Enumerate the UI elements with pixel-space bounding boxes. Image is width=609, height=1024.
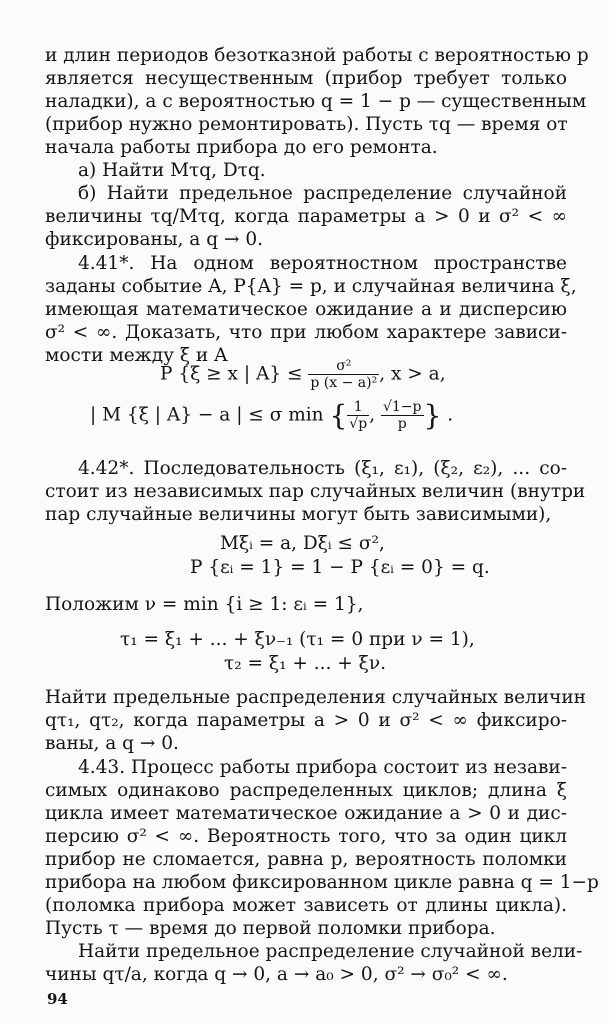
text-line: qτ₁, qτ₂, когда параметры a > 0 и σ² < ∞ фиксиро- (45, 710, 567, 731)
text-line: (прибор нужно ремонтировать). Пусть τq — время от (45, 114, 568, 135)
problem-4-41-heading: 4.41*. На одном вероятностном пространстве (78, 253, 567, 274)
text-line: прибора на любом фиксированном цикле равна q = 1−p (45, 872, 599, 893)
text-line: прибор не сломается, равна p, вероятность поломки (45, 849, 567, 870)
formula-conditional-probability-bound: P {ξ ≥ x | A} ≤ $\frac{\text{σ²}}{\text{p (x − a)²}}$ , x > a, (160, 358, 446, 391)
text-line: заданы событие A, P{A} = p, и случайная величина ξ, (45, 276, 577, 297)
text-line: ваны, а q → 0. (45, 733, 179, 754)
problem-4-43-heading: 4.43. Процесс работы прибора состоит из незави- (78, 757, 567, 778)
text-line: наладки), а с вероятностью q = 1 − p — существенным (45, 91, 587, 112)
text-line: стоит из независимых пар случайных величин (внутри (45, 481, 586, 502)
text-line: фиксированы, а q → 0. (45, 229, 263, 250)
problem-4-42-heading: 4.42*. Последовательность (ξ₁, ε₁), (ξ₂, ε₂), ... со- (78, 458, 567, 479)
formula-conditional-expectation-bound: | M {ξ | A} − a | ≤ σ min { $\frac{1}{√p}$ , $\frac{√1-p}{p}$ } . (90, 399, 454, 432)
formula-tau-2: τ₂ = ξ₁ + ... + ξν. (224, 653, 387, 674)
text-line: Найти предельные распределения случайных величин (45, 687, 587, 708)
text-line: персию σ² < ∞. Вероятность того, что за один цикл (45, 826, 567, 847)
fraction: $\frac{\text{σ²}}{\text{p (x − a)²}}$ (310, 358, 378, 391)
formula-tau-1: τ₁ = ξ₁ + ... + ξν₋₁ (τ₁ = 0 при ν = 1), (120, 629, 475, 650)
text-line: мости между ξ и A (45, 345, 228, 366)
formula-probability-epsilon: P {εᵢ = 1} = 1 − P {εᵢ = 0} = q. (190, 557, 490, 578)
fraction: $\frac{√1-p}{p}$ (382, 399, 422, 432)
text-line: имеющая математическое ожидание a и дисперсию (45, 299, 567, 320)
text-line: величины τq/Mτq, когда параметры a > 0 и σ² < ∞ (45, 206, 567, 227)
text-line: начала работы прибора до его ремонта. (45, 137, 438, 158)
text-line: Найти предельное распределение случайной вели- (78, 941, 583, 962)
text-line: б) Найти предельное распределение случайной (78, 183, 567, 204)
text-line: σ² < ∞. Доказать, что при любом характере зависи- (45, 322, 567, 343)
text-line: и длин периодов безотказной работы с вероятностью p (45, 45, 589, 66)
formula-moments: Mξᵢ = a, Dξᵢ ≤ σ², (220, 533, 385, 554)
fraction: $\frac{1}{√p}$ (349, 399, 368, 432)
text-line: симых одинаково распределенных циклов; длина ξ (45, 780, 567, 801)
page-number: 94 (47, 990, 68, 1008)
text-line: (поломка прибора может зависеть от длины цикла). (45, 895, 567, 916)
text-line: чины qτ/a, когда q → 0, a → a₀ > 0, σ² → σ₀² < ∞. (45, 964, 508, 985)
text-line: Пусть τ — время до первой поломки прибора. (45, 918, 496, 939)
text-line: является несущественным (прибор требует только (45, 68, 567, 89)
text-line: а) Найти Mτq, Dτq. (78, 160, 266, 181)
text-line: пар случайные величины могут быть зависимыми), (45, 504, 552, 525)
text-line: Положим ν = min {i ≥ 1: εᵢ = 1}, (45, 594, 364, 615)
text-line: цикла имеет математическое ожидание a > 0 и дис- (45, 803, 567, 824)
